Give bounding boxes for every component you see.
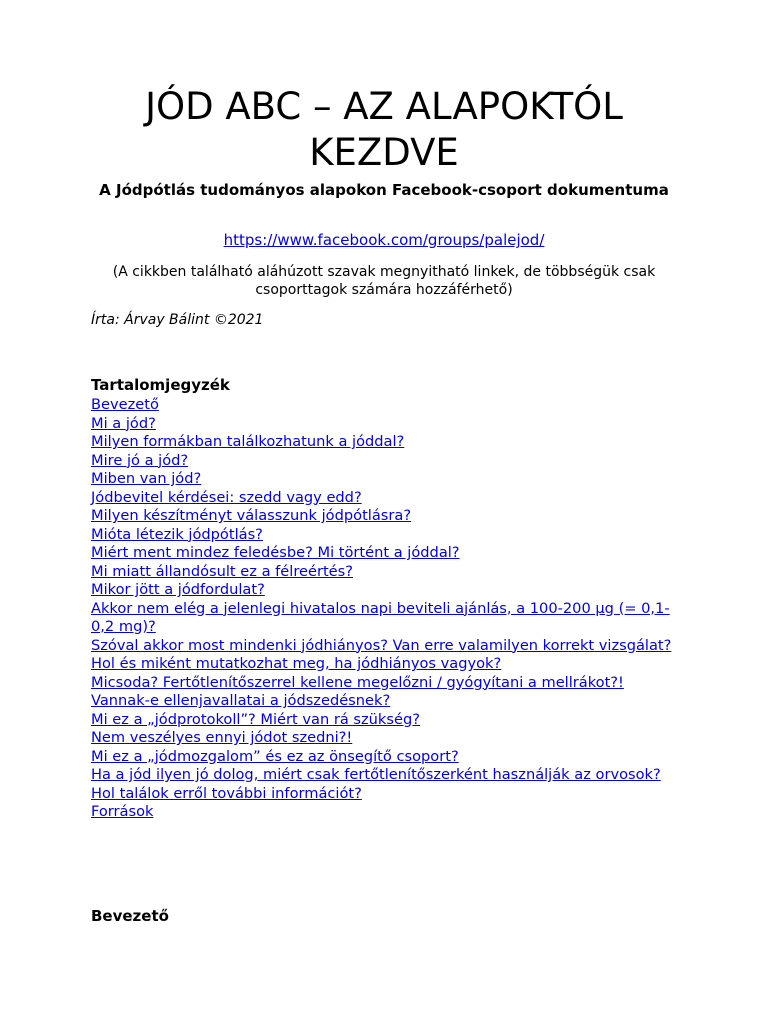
document-subtitle: A Jódpótlás tudományos alapokon Facebook-csoport dokumentuma xyxy=(99,181,669,199)
toc-item xyxy=(91,526,681,545)
toc-link[interactable]: Mióta létezik jódpótlás? xyxy=(91,525,263,543)
section-heading-bevezeto: Bevezető xyxy=(91,907,169,925)
toc-link[interactable]: Ha a jód ilyen jó dolog, miért csak fertőtlenítőszerként használják az orvosok? xyxy=(91,766,661,783)
toc-item xyxy=(91,766,681,785)
author-line: Írta: Árvay Bálint ©2021 xyxy=(91,312,264,328)
toc-link[interactable]: Nem veszélyes ennyi jódot szedni?! xyxy=(91,729,353,746)
toc-item xyxy=(91,581,681,600)
toc-link[interactable]: Akkor nem elég a jelenlegi hivatalos napi beviteli ajánlás, a 100-200 µg (= 0,1-0,2 mg)? xyxy=(91,599,670,635)
toc-item xyxy=(91,452,681,471)
toc-link[interactable]: Mire jó a jód? xyxy=(91,451,189,469)
toc-item xyxy=(91,544,681,563)
group-link-container xyxy=(84,231,684,250)
toc-item xyxy=(91,489,681,508)
toc-link[interactable]: Milyen készítményt válasszunk jódpótlásra? xyxy=(91,507,412,524)
toc-link[interactable]: Mi a jód? xyxy=(91,414,156,432)
toc-link[interactable]: Miért ment mindez feledésbe? Mi történt a jóddal? xyxy=(91,544,460,561)
toc-link[interactable]: Milyen formákban találkozhatunk a jóddal? xyxy=(91,433,405,450)
toc-item xyxy=(91,470,681,489)
toc-link[interactable]: Hol és miként mutatkozhat meg, ha jódhiányos vagyok? xyxy=(91,655,502,672)
toc-link[interactable]: Vannak-e ellenjavallatai a jódszedésnek? xyxy=(91,692,391,709)
toc-item xyxy=(91,637,681,656)
toc-heading: Tartalomjegyzék xyxy=(91,376,230,394)
toc-link[interactable]: Bevezető xyxy=(91,396,159,413)
toc-link[interactable]: Mi ez a „jódprotokoll”? Miért van rá szükség? xyxy=(91,710,420,728)
document-title: JÓD ABC – AZ ALAPOKTÓL KEZDVE xyxy=(145,85,623,174)
toc-link[interactable]: Jódbevitel kérdései: szedd vagy edd? xyxy=(91,488,362,506)
toc-link[interactable]: Mi ez a „jódmozgalom” és ez az önsegítő csoport? xyxy=(91,747,459,765)
table-of-contents xyxy=(91,396,681,822)
toc-item xyxy=(91,415,681,434)
toc-item xyxy=(91,507,681,526)
toc-item xyxy=(91,803,681,822)
links-note: (A cikkben található aláhúzott szavak megnyitható linkek, de többségük csak csoporttagok számára hozzáférhető) xyxy=(112,264,656,298)
toc-link[interactable]: Miben van jód? xyxy=(91,470,202,487)
toc-item xyxy=(91,655,681,674)
toc-item xyxy=(91,748,681,767)
toc-item xyxy=(91,396,681,415)
toc-link[interactable]: Mi miatt állandósult ez a félreértés? xyxy=(91,562,354,580)
toc-link[interactable]: Micsoda? Fertőtlenítőszerrel kellene megelőzni / gyógyítani a mellrákot?! xyxy=(91,673,624,691)
toc-item xyxy=(91,711,681,730)
toc-link[interactable]: Mikor jött a jódfordulat? xyxy=(91,581,265,598)
toc-item xyxy=(91,433,681,452)
toc-item xyxy=(91,563,681,582)
facebook-group-link[interactable]: https://www.facebook.com/groups/palejod/ xyxy=(223,231,545,249)
toc-link[interactable]: Szóval akkor most mindenki jódhiányos? Van erre valamilyen korrekt vizsgálat? xyxy=(91,636,672,654)
toc-item xyxy=(91,674,681,693)
toc-item xyxy=(91,692,681,711)
toc-link[interactable]: Források xyxy=(91,803,154,820)
toc-item xyxy=(91,785,681,804)
toc-item xyxy=(91,729,681,748)
toc-link[interactable]: Hol találok erről további információt? xyxy=(91,784,362,802)
toc-item xyxy=(91,600,681,637)
